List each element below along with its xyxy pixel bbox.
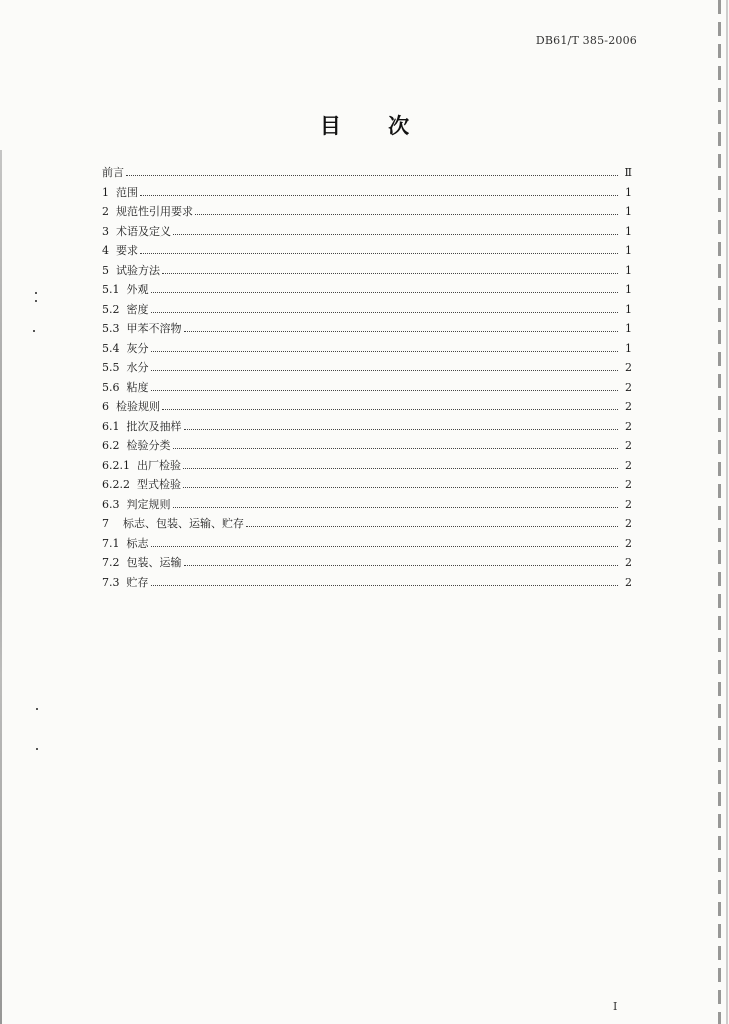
toc-entry[interactable] — [102, 495, 632, 515]
toc-entry-page: 2 — [625, 556, 632, 569]
toc-entry-page: 2 — [625, 497, 632, 511]
scan-speck — [36, 748, 38, 750]
toc-entry-label: 5.6 粘度 — [102, 380, 149, 394]
toc-entry[interactable] — [102, 358, 632, 378]
toc-leader-dots — [151, 351, 619, 352]
toc-entry-label: 7 标志、包装、运输、贮存 — [102, 517, 244, 530]
scan-speck — [35, 292, 37, 294]
toc-entry[interactable] — [102, 202, 632, 222]
scan-edge-right-inner — [726, 0, 728, 1024]
toc-leader-dots — [162, 273, 618, 274]
toc-entry[interactable] — [102, 163, 632, 183]
toc-entry-label: 6.3 判定规则 — [102, 497, 171, 511]
toc-entry-label: 6.1 批次及抽样 — [102, 419, 182, 433]
toc-leader-dots — [184, 429, 619, 430]
toc-leader-dots — [126, 175, 618, 176]
toc-leader-dots — [140, 253, 618, 254]
scan-edge-left — [0, 150, 2, 1024]
toc-leader-dots — [183, 487, 618, 488]
toc-entry-page: 1 — [625, 341, 632, 355]
toc-entry-label: 7.2 包装、运输 — [102, 556, 182, 569]
toc-leader-dots — [173, 507, 619, 508]
toc-entry-page: 2 — [625, 361, 632, 374]
toc-entry[interactable] — [102, 573, 632, 593]
toc-entry-page: 2 — [625, 439, 632, 452]
toc-entry-label: 7.1 标志 — [102, 536, 149, 550]
toc-entry[interactable] — [102, 222, 632, 242]
toc-leader-dots — [246, 526, 618, 527]
toc-entry-page: 1 — [625, 205, 632, 218]
toc-entry[interactable] — [102, 300, 632, 320]
scan-speck — [33, 330, 35, 332]
toc-leader-dots — [173, 234, 618, 235]
toc-entry-page: 1 — [625, 244, 632, 257]
toc-entry[interactable] — [102, 339, 632, 359]
toc-entry-label: 5.1 外观 — [102, 283, 149, 296]
table-of-contents — [102, 163, 632, 592]
toc-entry[interactable] — [102, 261, 632, 281]
toc-leader-dots — [140, 195, 618, 196]
toc-entry-page: 2 — [625, 478, 632, 491]
toc-entry[interactable] — [102, 417, 632, 437]
toc-entry-label: 4 要求 — [102, 244, 138, 257]
toc-entry-page: 1 — [625, 322, 632, 335]
toc-leader-dots — [151, 312, 619, 313]
toc-entry[interactable] — [102, 456, 632, 476]
page-number: I — [613, 1000, 618, 1013]
toc-entry-label: 7.3 贮存 — [102, 575, 149, 589]
scan-edge-right — [718, 0, 721, 1024]
toc-entry-label: 6.2.1 出厂检验 — [102, 458, 181, 472]
toc-entry[interactable] — [102, 378, 632, 398]
toc-leader-dots — [151, 390, 619, 391]
toc-entry[interactable] — [102, 183, 632, 203]
toc-entry-page: 2 — [625, 419, 632, 433]
toc-entry-label: 5.2 密度 — [102, 302, 149, 316]
toc-leader-dots — [184, 565, 619, 566]
toc-entry-page: 1 — [625, 302, 632, 316]
toc-entry[interactable] — [102, 534, 632, 554]
toc-leader-dots — [173, 448, 619, 449]
toc-entry-page: 2 — [625, 517, 632, 530]
toc-entry-label: 5.4 灰分 — [102, 341, 149, 355]
toc-entry-page: 1 — [625, 263, 632, 277]
toc-entry-page: 1 — [625, 185, 632, 199]
toc-entry-label: 3 术语及定义 — [102, 224, 171, 238]
toc-entry-page: 2 — [625, 380, 632, 394]
toc-entry[interactable] — [102, 475, 632, 495]
toc-entry-page: 2 — [625, 458, 632, 472]
toc-leader-dots — [151, 546, 619, 547]
toc-entry-label: 6 检验规则 — [102, 400, 160, 413]
toc-leader-dots — [151, 292, 619, 293]
toc-entry-label: 1 范围 — [102, 185, 138, 199]
toc-entry-label: 前言 — [102, 166, 124, 179]
toc-entry[interactable] — [102, 514, 632, 534]
toc-entry-page: Ⅱ — [624, 166, 632, 179]
toc-leader-dots — [183, 468, 618, 469]
toc-entry-label: 2 规范性引用要求 — [102, 205, 193, 218]
toc-leader-dots — [151, 370, 619, 371]
toc-leader-dots — [151, 585, 619, 586]
toc-entry-label: 5.3 甲苯不溶物 — [102, 322, 182, 335]
toc-entry-label: 6.2.2 型式检验 — [102, 478, 181, 491]
scan-speck — [36, 708, 38, 710]
toc-entry[interactable] — [102, 436, 632, 456]
toc-entry-page: 2 — [625, 400, 632, 413]
toc-entry-page: 2 — [625, 536, 632, 550]
toc-entry-page: 1 — [625, 283, 632, 296]
document-code: DB61/T 385-2006 — [535, 34, 637, 47]
toc-entry-page: 2 — [625, 575, 632, 589]
toc-leader-dots — [195, 214, 618, 215]
toc-entry-label: 5 试验方法 — [102, 263, 160, 277]
toc-entry[interactable] — [102, 553, 632, 573]
toc-entry-label: 6.2 检验分类 — [102, 439, 171, 452]
toc-entry[interactable] — [102, 280, 632, 300]
page-title: 目 次 — [319, 113, 430, 138]
toc-entry[interactable] — [102, 241, 632, 261]
toc-leader-dots — [184, 331, 619, 332]
toc-leader-dots — [162, 409, 618, 410]
toc-entry[interactable] — [102, 397, 632, 417]
toc-entry-label: 5.5 水分 — [102, 361, 149, 374]
toc-entry[interactable] — [102, 319, 632, 339]
scan-speck — [35, 300, 37, 302]
toc-entry-page: 1 — [625, 224, 632, 238]
